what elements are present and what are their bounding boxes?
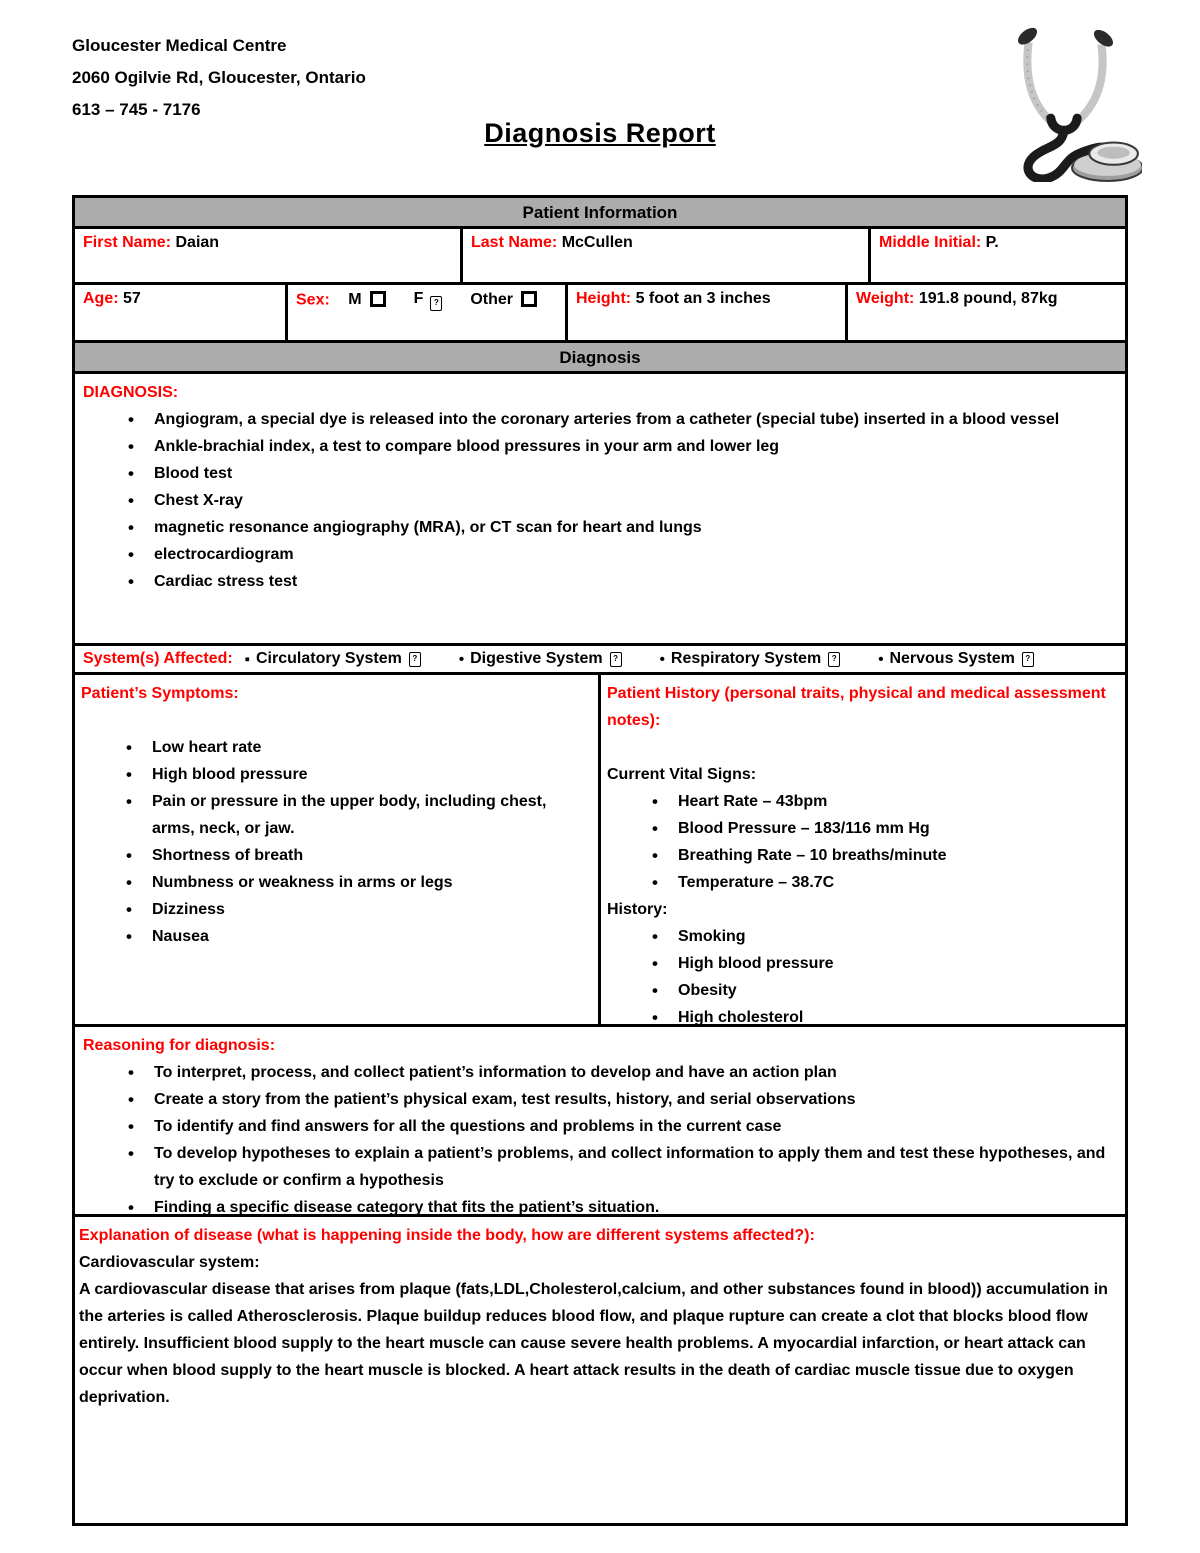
- explanation-subheading: Cardiovascular system:: [79, 1254, 260, 1271]
- diagnosis-heading: DIAGNOSIS:: [83, 384, 179, 401]
- diagnosis-list-item: • Ankle-brachial index, a test to compare blood pressures in your arm and lower leg: [126, 433, 1109, 460]
- reasoning-section: [75, 1027, 1125, 1217]
- patient-information-section-header: Patient Information: [75, 198, 1125, 229]
- patient-history-heading: Patient History (personal traits, physical and medical assessment notes):: [607, 685, 1106, 729]
- diagnosis-list-item: • electrocardiogram: [126, 541, 1109, 568]
- first-name-label: First Name:: [83, 234, 172, 251]
- system-affected-item: [878, 650, 1034, 668]
- symptoms-section: [75, 675, 601, 1024]
- vital-signs-heading: Current Vital Signs:: [607, 766, 757, 783]
- vital-sign-item: • Blood Pressure – 183/116 mm Hg: [650, 815, 1111, 842]
- clinic-name: Gloucester Medical Centre: [72, 36, 287, 55]
- middle-initial-label: Middle Initial:: [879, 234, 982, 251]
- history-list: [650, 923, 1111, 1031]
- vital-sign-item: • Breathing Rate – 10 breaths/minute: [650, 842, 1111, 869]
- symptoms-heading: Patient’s Symptoms:: [81, 685, 239, 702]
- stethoscope-icon: [990, 20, 1142, 182]
- middle-initial-field: [871, 229, 1125, 282]
- diagnosis-list-item: • magnetic resonance angiography (MRA), or CT scan for heart and lungs: [126, 514, 1109, 541]
- bullet-icon: •: [458, 650, 465, 668]
- system-affected-item: [660, 650, 841, 668]
- first-name-value: Daian: [175, 234, 220, 251]
- bullet-icon: ▪: [244, 650, 250, 668]
- history-item: • High cholesterol: [650, 1004, 1111, 1031]
- history-item: • High blood pressure: [650, 950, 1111, 977]
- explanation-heading: Explanation of disease (what is happening inside the body, how are different systems affected?):: [79, 1227, 815, 1244]
- vital-signs-list: [650, 788, 1111, 896]
- first-name-field: [75, 229, 463, 282]
- system-affected-label: Digestive System: [470, 650, 603, 667]
- height-label: Height:: [576, 290, 632, 307]
- history-heading: History:: [607, 901, 668, 918]
- diagnosis-list-item: • Angiogram, a special dye is released into the coronary arteries from a catheter (special tube) inserted in a blood vessel: [126, 406, 1109, 433]
- sex-option-female-label: F: [413, 290, 424, 307]
- system-affected-label: Circulatory System: [256, 650, 402, 667]
- explanation-section: [75, 1217, 1125, 1523]
- reasoning-heading: Reasoning for diagnosis:: [83, 1037, 276, 1054]
- symptom-list-item: • Numbness or weakness in arms or legs: [124, 869, 584, 896]
- sex-option-female: [414, 290, 443, 311]
- age-field: [75, 285, 288, 340]
- system-affected-item: [245, 650, 421, 668]
- systems-affected-row: [75, 646, 1125, 675]
- diagnosis-list: [126, 406, 1109, 595]
- reasoning-list-item: • To identify and find answers for all the questions and problems in the current case: [126, 1113, 1109, 1140]
- explanation-body: A cardiovascular disease that arises from plaque (fats,LDL,Cholesterol,calcium, and other substances found in blood)) accumulation in the arteries is called Atherosclerosis. Plaque buildup reduces blood flow, and plaque rupture can create a clot that blocks blood flow entirely. Insufficient blood supply to the heart muscle can cause severe health problems. A myocardial infarction, or heart attack can occur when blood supply to the heart muscle is blocked. A heart attack results in the death of cardiac muscle tissue due to oxygen deprivation.: [79, 1281, 1108, 1406]
- patient-history-section: [601, 675, 1125, 1024]
- symptom-list-item: • Dizziness: [124, 896, 584, 923]
- height-field: [568, 285, 848, 340]
- age-label: Age:: [83, 290, 119, 307]
- bullet-icon: •: [659, 650, 665, 668]
- page-title: Diagnosis Report: [484, 118, 716, 148]
- patient-vitals-row: [75, 285, 1125, 343]
- weight-field: [848, 285, 1125, 340]
- history-item: • Smoking: [650, 923, 1111, 950]
- reasoning-list-item: • To develop hypotheses to explain a patient’s problems, and collect information to apply them and test these hypotheses, and try to exclude or confirm a hypothesis: [126, 1140, 1109, 1194]
- sex-label: Sex:: [296, 291, 330, 309]
- systems-affected-label: System(s) Affected:: [83, 650, 233, 667]
- systems-affected-list: [245, 650, 1034, 668]
- weight-value: 191.8 pound, 87kg: [918, 290, 1058, 307]
- history-item: • Obesity: [650, 977, 1111, 1004]
- sex-option-male: [348, 291, 385, 309]
- height-value: 5 foot an 3 inches: [635, 290, 771, 307]
- system-affected-label: Nervous System: [889, 650, 1015, 667]
- checkbox-marked-icon: ?: [828, 652, 840, 667]
- checkbox-marked-icon: ?: [430, 296, 442, 311]
- last-name-field: [463, 229, 871, 282]
- last-name-label: Last Name:: [471, 234, 558, 251]
- sex-option-other-label: Other: [470, 291, 514, 309]
- sex-option-male-label: M: [348, 291, 362, 309]
- system-affected-item: [459, 650, 622, 668]
- diagnosis-list-item: • Cardiac stress test: [126, 568, 1109, 595]
- diagnosis-section-header: Diagnosis: [75, 343, 1125, 374]
- symptoms-list: [124, 734, 584, 950]
- checkbox-marked-icon: ?: [409, 652, 421, 667]
- diagnosis-list-item: • Blood test: [126, 460, 1109, 487]
- reasoning-list-item: • Create a story from the patient’s physical exam, test results, history, and serial observations: [126, 1086, 1109, 1113]
- diagnosis-section: [75, 374, 1125, 646]
- checkbox-empty-icon: [521, 291, 537, 307]
- symptoms-history-row: [75, 675, 1125, 1027]
- diagnosis-report-table: [72, 195, 1128, 1526]
- symptom-list-item: • High blood pressure: [124, 761, 584, 788]
- age-value: 57: [123, 290, 141, 307]
- clinic-header: [72, 30, 366, 126]
- vital-sign-item: • Heart Rate – 43bpm: [650, 788, 1111, 815]
- patient-name-row: [75, 229, 1125, 285]
- vital-sign-item: • Temperature – 38.7C: [650, 869, 1111, 896]
- clinic-phone: 613 – 745 - 7176: [72, 100, 201, 119]
- symptom-list-item: • Pain or pressure in the upper body, including chest, arms, neck, or jaw.: [124, 788, 584, 842]
- checkbox-marked-icon: ?: [1022, 652, 1034, 667]
- checkbox-marked-icon: ?: [610, 652, 622, 667]
- checkbox-empty-icon: [370, 291, 386, 307]
- bullet-icon: •: [878, 650, 884, 668]
- reasoning-list: [126, 1059, 1109, 1221]
- middle-initial-value: P.: [985, 234, 999, 251]
- reasoning-list-item: • To interpret, process, and collect patient’s information to develop and have an action plan: [126, 1059, 1109, 1086]
- symptom-list-item: • Shortness of breath: [124, 842, 584, 869]
- clinic-address: 2060 Ogilvie Rd, Gloucester, Ontario: [72, 68, 366, 87]
- symptom-list-item: • Low heart rate: [124, 734, 584, 761]
- last-name-value: McCullen: [561, 234, 633, 251]
- diagnosis-list-item: • Chest X-ray: [126, 487, 1109, 514]
- system-affected-label: Respiratory System: [670, 650, 822, 667]
- reasoning-list-item: • Finding a specific disease category that fits the patient’s situation.: [126, 1194, 1109, 1221]
- weight-label: Weight:: [856, 290, 915, 307]
- symptom-list-item: • Nausea: [124, 923, 584, 950]
- sex-option-other: [470, 291, 537, 309]
- sex-field: [288, 285, 568, 340]
